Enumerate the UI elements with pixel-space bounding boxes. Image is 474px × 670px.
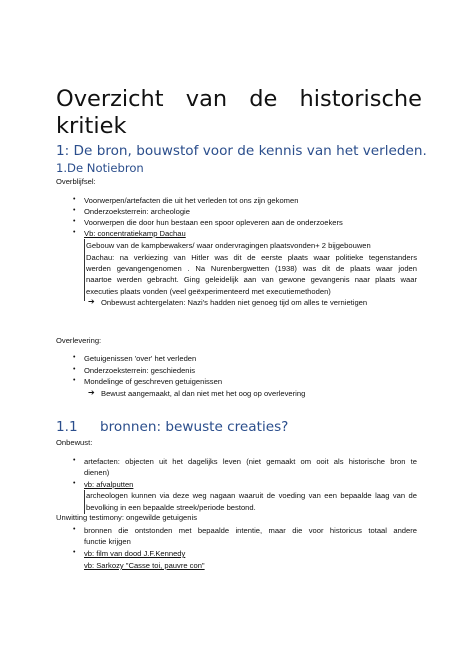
onbewust-label: Onbewust:: [56, 438, 93, 447]
link-dachau[interactable]: Vb: concentratiekamp Dachau: [84, 229, 186, 238]
subsection-notiebron: 1.De Notiebron: [56, 161, 144, 175]
bullet-icon: •: [73, 366, 76, 373]
bronnen-line: bronnen die ontstonden met bepaalde intentie, maar die voor historicus totaal andere: [84, 526, 417, 535]
overblijfsel-label: Overblijfsel:: [56, 177, 96, 186]
bullet-icon: •: [73, 526, 76, 533]
dachau-line: werden gevangengenomen . Na Nurenbergwetten (1938) was dit de plaats waar joden: [86, 264, 417, 273]
list-item: Onderzoeksterrein: geschiedenis: [84, 366, 196, 375]
dachau-line: Gebouw van de kampbewakers/ waar ondervragingen plaatsvonden+ 2 bijgebouwen: [86, 241, 371, 250]
afval-line: bevolking in een bepaalde streek/periode bestond.: [86, 503, 256, 512]
link-afvalputten[interactable]: vb: afvalputten: [84, 480, 134, 489]
bullet-icon: •: [73, 196, 76, 203]
arrow-right-icon: ➔: [88, 388, 95, 397]
arrow-note: Onbewust achtergelaten: Nazi's hadden niet genoeg tijd om alles te vernietigen: [101, 298, 368, 307]
section-1-heading: 1: De bron, bouwstof voor de kennis van het verleden.: [56, 143, 427, 159]
list-item: Onderzoeksterrein: archeologie: [84, 207, 190, 216]
bullet-icon: •: [73, 229, 76, 236]
arrow-right-icon: ➔: [88, 297, 95, 306]
dachau-line: executies plaats vonden (veel geëxperimenteerd met executiemethoden): [86, 287, 331, 296]
list-item: Mondelinge of geschreven getuigenissen: [84, 377, 223, 386]
list-item: Voorwerpen die door hun bestaan een spoor opleveren aan de onderzoekers: [84, 218, 343, 227]
section-1-1-number: 1.1: [56, 419, 78, 435]
title-line-2: kritiek: [56, 113, 127, 139]
dachau-line: naartoe werden gebracht. Ging geleidelijk aan van gewone gevangenis naar plaats waar: [86, 275, 417, 284]
afval-line: archeologen kunnen via deze weg nagaan waaruit de voeding van een bepaalde laag van de: [86, 491, 417, 500]
overlevering-label: Overlevering:: [56, 336, 102, 345]
bronnen-line: functie krijgen: [84, 537, 131, 546]
bullet-icon: •: [73, 549, 76, 556]
quote-rule: [84, 490, 85, 514]
link-film-kennedy[interactable]: vb: film van dood J.F.Kennedy: [84, 549, 186, 558]
bullet-icon: •: [73, 480, 76, 487]
bullet-icon: •: [73, 218, 76, 225]
section-1-1-heading: bronnen: bewuste creaties?: [100, 419, 289, 435]
link-sarkozy[interactable]: vb: Sarkozy "Casse toi, pauvre con": [84, 561, 205, 570]
unwitting-testimony-label: Unwitting testimony: ongewilde getuigenis: [56, 513, 197, 522]
bullet-icon: •: [73, 354, 76, 361]
list-item: Getuigenissen 'over' het verleden: [84, 354, 197, 363]
bullet-icon: •: [73, 377, 76, 384]
bullet-icon: •: [73, 207, 76, 214]
dachau-line: Dachau: na verkiezing van Hitler was dit de eerste plaats waar politieke tegenstanders: [86, 253, 417, 262]
artefact-line: artefacten: objecten uit het dagelijks leven (niet gemaakt om ooit als historische bron te: [84, 457, 417, 466]
list-item: Voorwerpen/artefacten die uit het verleden tot ons zijn gekomen: [84, 196, 299, 205]
quote-rule: [84, 239, 85, 301]
artefact-line: dienen): [84, 468, 110, 477]
arrow-note: Bewust aangemaakt, al dan niet met het oog op overlevering: [101, 389, 306, 398]
bullet-icon: •: [73, 457, 76, 464]
title-line-1: Overzicht van de historische: [56, 86, 422, 112]
